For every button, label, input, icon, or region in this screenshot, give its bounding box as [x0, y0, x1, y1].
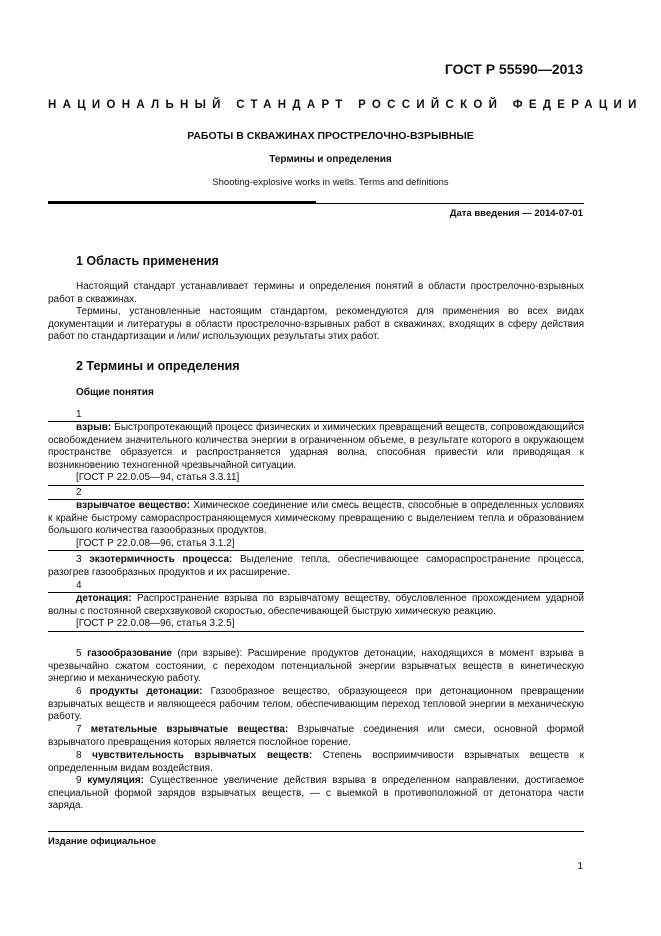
term-text: Степень восприимчивости взрывчатых веществ к определенным видам воздействия. — [48, 750, 584, 774]
section-1-paragraph-1: Настоящий стандарт устанавливает термины и определения понятий в области прострелочно-взрывных работ в скважинах. — [48, 281, 584, 305]
term-definition — [48, 422, 584, 472]
term-name: экзотермичность процесса: — [89, 554, 233, 565]
term-definition — [48, 593, 584, 618]
term-reference: [ГОСТ Р 22.0.08—96, статья 3.2.5] — [76, 618, 235, 629]
term-definition — [48, 775, 584, 813]
term-definition — [48, 500, 584, 538]
term-number: 9 — [76, 775, 82, 786]
page-number: 1 — [577, 861, 583, 872]
term-reference: [ГОСТ Р 22.0.08—96, статья 3.1.2] — [76, 537, 235, 549]
footer-rule — [48, 831, 584, 832]
term-name: взрывчатое вещество: — [76, 500, 190, 511]
term-name: детонация: — [76, 593, 132, 604]
term-text: Взрывчатые соединения или смеси, основной формой взрывчатого превращения которых является послойное горение. — [48, 724, 584, 748]
national-standard-banner: НАЦИОНАЛЬНЫЙ СТАНДАРТ РОССИЙСКОЙ ФЕДЕРАЦИИ — [48, 99, 643, 111]
term-number: 3 — [76, 554, 82, 565]
term-number: 8 — [76, 750, 82, 761]
header-rule-thin — [48, 203, 584, 204]
term-number: 2 — [76, 487, 82, 498]
gost-code: ГОСТ Р 55590—2013 — [444, 61, 583, 77]
term-name: кумуляция: — [87, 775, 145, 786]
term-name: взрыв: — [76, 422, 112, 433]
term-name: метательные взрывчатые вещества: — [90, 724, 289, 735]
official-edition-label: Издание официальное — [48, 836, 156, 847]
introduction-date: Дата введения — 2014-07-01 — [449, 208, 583, 219]
general-concepts-heading: Общие понятия — [76, 387, 154, 398]
term-text: Существенное увеличение действия взрыва в определенном направлении, достигаемое специальной формой зарядов взрывчатых веществ, — с выемкой в противоположной от детонатора части заряда. — [48, 775, 585, 811]
term-name: чувствительность взрывчатых веществ: — [92, 750, 313, 761]
section-2-heading: 2 Термины и определения — [76, 359, 240, 373]
term-text: Распространение взрыва по взрывчатому веществу, обусловленное прохождением ударной волны с постоянной сверхзвуковой скоростью, обеспечивающей быструю химическую реакцию. — [48, 593, 584, 617]
term-text: Химическое соединение или смесь веществ, способные в определенных условиях к крайне быстрому самораспространяющемуся химическому превращению с выделением тепла и образованием большого количества газообразных продуктов. — [48, 500, 584, 536]
document-subtitle: Термины и определения — [269, 154, 392, 165]
term-name: газообразование — [87, 648, 172, 659]
term-definition — [48, 554, 584, 579]
term-text: Газообразное вещество, образующееся при детонационном превращении взрывчатых веществ и являющееся рабочим телом, обеспечивающим переход тепловой энергии в механическую работу. — [48, 686, 585, 722]
term-reference: [ГОСТ Р 22.0.05—94, статья 3.3.11] — [76, 472, 240, 483]
term-name: продукты детонации: — [89, 686, 203, 697]
term-number: 5 — [76, 648, 82, 659]
term-number: 1 — [76, 409, 82, 420]
term-box — [48, 421, 584, 486]
term-number: 6 — [76, 686, 82, 697]
term-definition — [48, 724, 584, 749]
term-definition — [48, 750, 584, 775]
term-text: Выделение тепла, обеспечивающее самораспространение процесса, разогрев газообразных продуктов и их расширение. — [48, 554, 584, 578]
document-title: РАБОТЫ В СКВАЖИНАХ ПРОСТРЕЛОЧНО-ВЗРЫВНЫЕ — [187, 130, 474, 142]
term-number: 4 — [76, 580, 82, 591]
term-box — [48, 592, 584, 632]
term-box — [48, 499, 584, 551]
english-title: Shooting-explosive works in wells. Terms and definitions — [212, 177, 449, 188]
section-1-paragraph-2: Термины, установленные настоящим стандартом, рекомендуются для применения во всех видах документации и литературы в области прострелочно-взрывных работ в скважинах, входящих в сферу действия работ по стандартизации и /или/ использующих результаты этих работ. — [48, 306, 584, 342]
term-text: (при взрыве): Расширение продуктов детонации, находящихся в момент взрыва в чрезвычайно сжатом состоянии, с переходом потенциальной энергии взрывчатых веществ в кинетическую энергию и механическую работу. — [48, 648, 584, 684]
term-number: 7 — [76, 724, 82, 735]
term-definition — [48, 686, 584, 724]
section-1-heading: 1 Область применения — [76, 254, 219, 268]
term-text: Быстропротекающий процесс физических и химических превращений веществ, сопровождающийся освобождением значительного количества энергии в ограниченном объеме, в результате которого в окружающем пространстве образуется и распространяется ударная волна, способная привести или приводящая к возникновению техногенной чрезвычайной ситуации. — [48, 422, 584, 471]
term-definition — [48, 648, 584, 686]
